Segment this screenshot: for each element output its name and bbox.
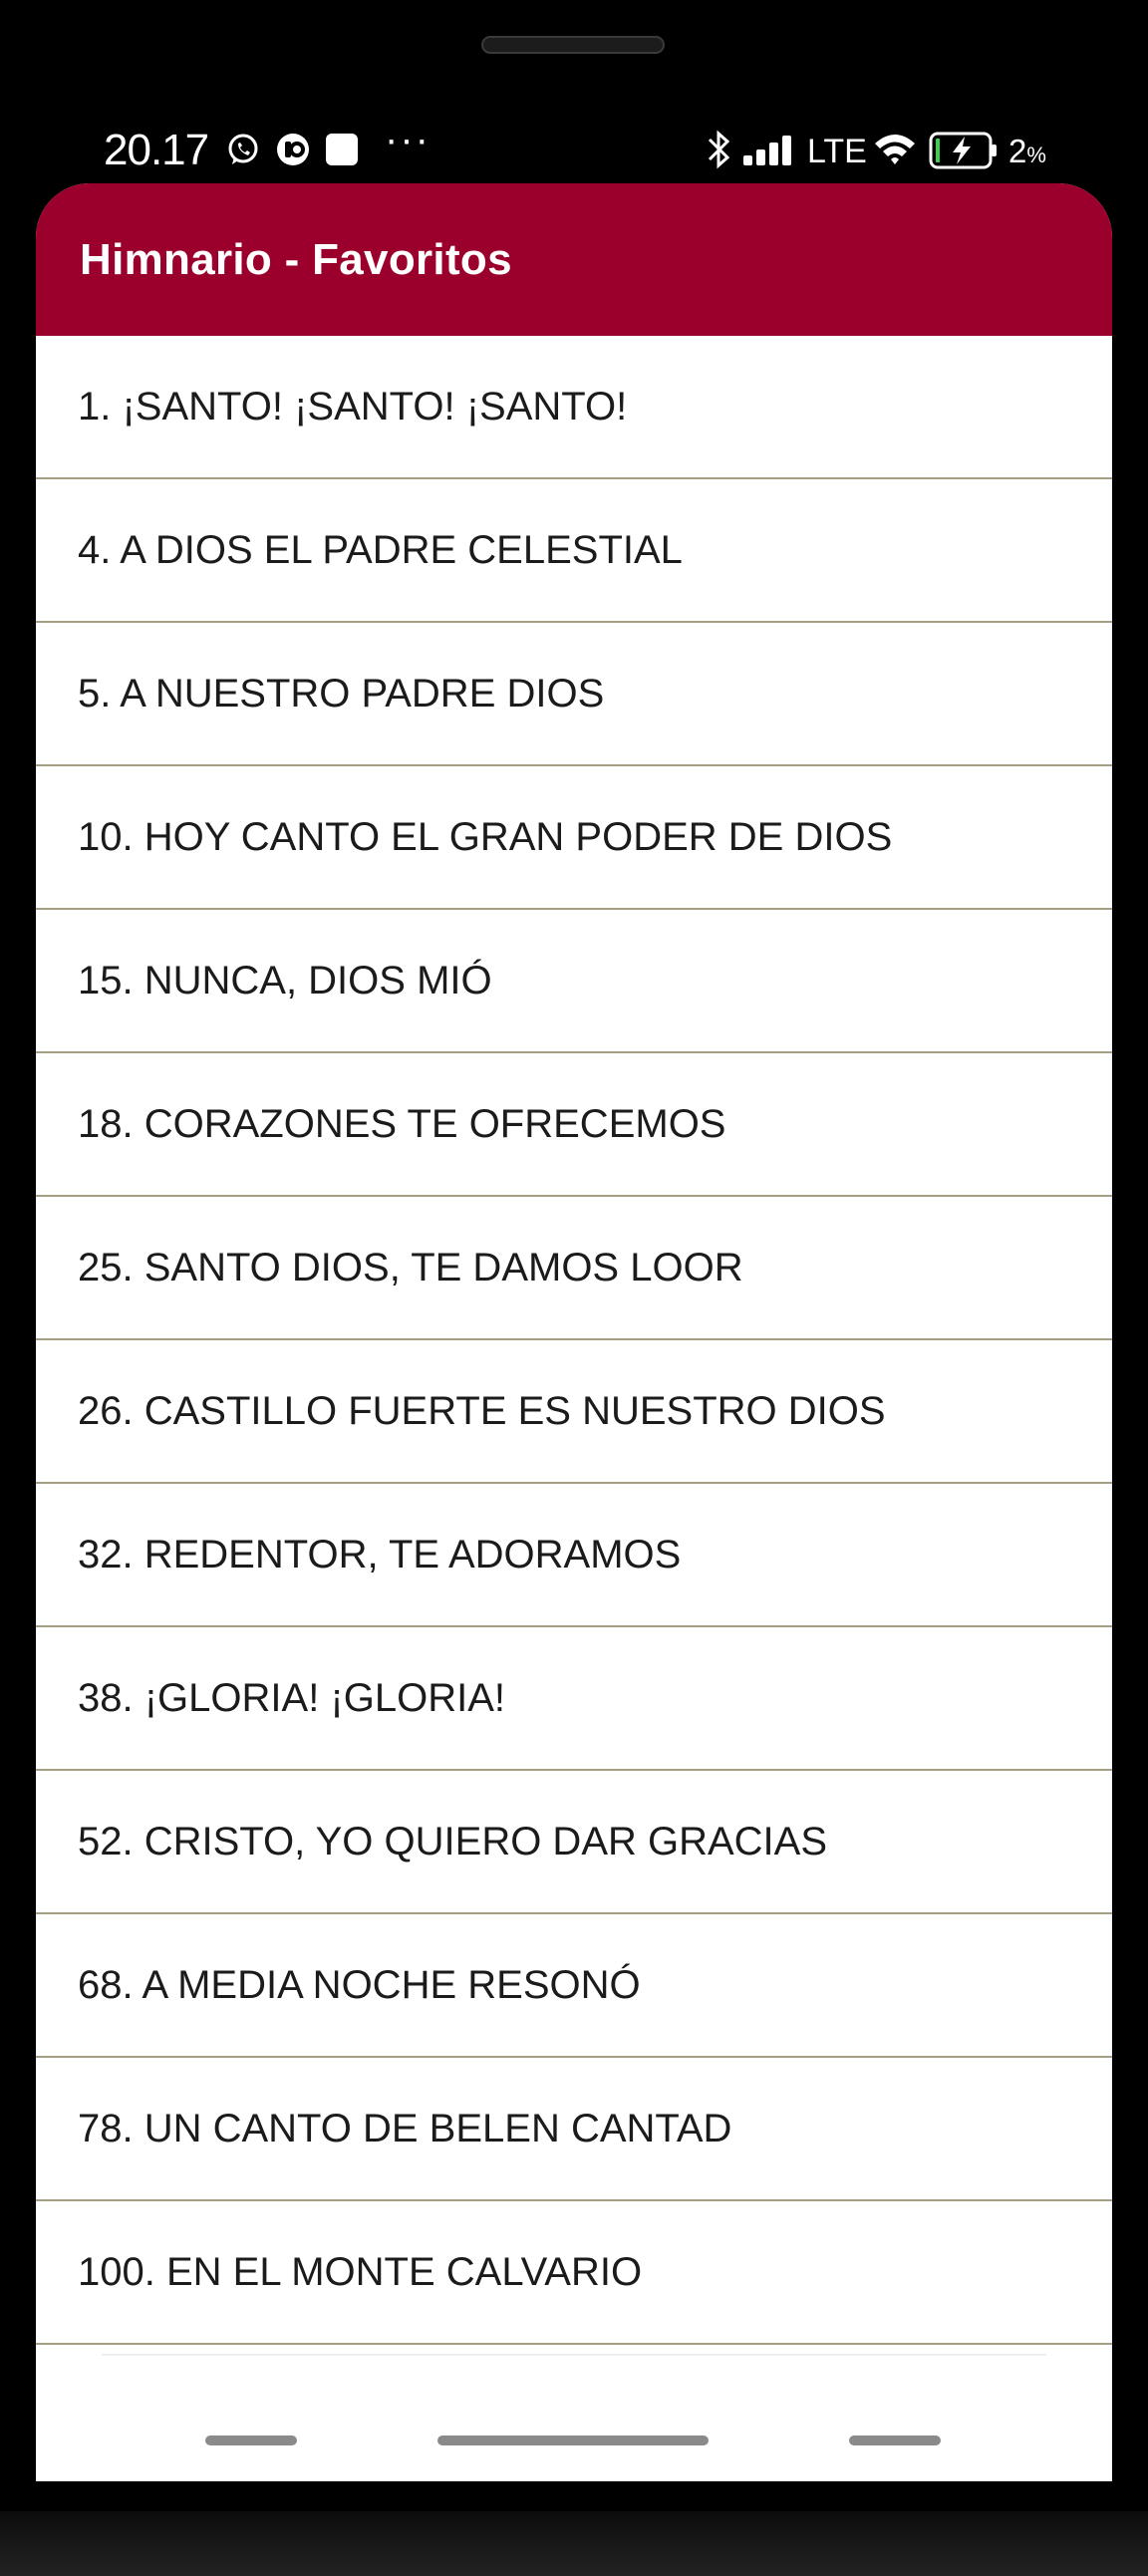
hymn-label: 38. ¡GLORIA! ¡GLORIA! xyxy=(78,1676,506,1720)
battery-percent: 2 xyxy=(1008,133,1027,169)
hymn-label: 5. A NUESTRO PADRE DIOS xyxy=(78,672,605,716)
status-bar xyxy=(0,118,1148,183)
list-divider xyxy=(102,2354,1046,2356)
battery-level xyxy=(1008,134,1046,173)
app-screen xyxy=(36,183,1112,2481)
hymn-label: 78. UN CANTO DE BELEN CANTAD xyxy=(78,2107,732,2150)
hymn-label: 18. CORAZONES TE OFRECEMOS xyxy=(78,1102,726,1146)
list-item[interactable] xyxy=(36,1914,1112,2058)
app-title: Himnario - Favoritos xyxy=(80,235,512,284)
battery-unit: % xyxy=(1026,143,1046,167)
hymn-label: 10. HOY CANTO EL GRAN PODER DE DIOS xyxy=(78,815,893,859)
hymn-label: 25. SANTO DIOS, TE DAMOS LOOR xyxy=(78,1246,743,1289)
list-item[interactable] xyxy=(36,910,1112,1053)
hymn-label: 1. ¡SANTO! ¡SANTO! ¡SANTO! xyxy=(78,385,628,429)
hymn-label: 15. NUNCA, DIOS MIÓ xyxy=(78,959,492,1002)
list-item[interactable] xyxy=(36,336,1112,479)
hymn-label: 52. CRISTO, YO QUIERO DAR GRACIAS xyxy=(78,1820,828,1863)
hymn-label: 26. CASTILLO FUERTE ES NUESTRO DIOS xyxy=(78,1389,886,1433)
status-time: 20.17 xyxy=(104,126,209,174)
recent-apps-icon[interactable] xyxy=(205,2435,297,2445)
phone-frame-bottom xyxy=(0,2511,1148,2576)
list-item[interactable] xyxy=(36,1627,1112,1771)
list-item[interactable] xyxy=(36,1484,1112,1627)
square-notification-icon xyxy=(325,133,359,166)
list-item[interactable] xyxy=(36,1053,1112,1197)
hymn-label: 32. REDENTOR, TE ADORAMOS xyxy=(78,1533,682,1576)
app-notification-icon xyxy=(275,132,311,167)
network-type: LTE xyxy=(807,133,867,170)
list-item[interactable] xyxy=(36,1197,1112,1340)
hymn-label: 68. A MEDIA NOCHE RESONÓ xyxy=(78,1963,641,2007)
favorites-list xyxy=(36,336,1112,2345)
back-icon[interactable] xyxy=(849,2435,941,2445)
hymn-label: 4. A DIOS EL PADRE CELESTIAL xyxy=(78,528,683,572)
list-item[interactable] xyxy=(36,1340,1112,1484)
navigation-bar xyxy=(36,2406,1112,2481)
app-bar xyxy=(36,183,1112,336)
list-item[interactable] xyxy=(36,623,1112,766)
wifi-icon xyxy=(873,132,917,167)
list-item[interactable] xyxy=(36,766,1112,910)
hymn-label: 100. EN EL MONTE CALVARIO xyxy=(78,2250,643,2294)
list-item[interactable] xyxy=(36,2201,1112,2345)
home-icon[interactable] xyxy=(437,2435,709,2445)
list-item[interactable] xyxy=(36,479,1112,623)
phone-speaker xyxy=(481,36,665,54)
list-item[interactable] xyxy=(36,1771,1112,1914)
list-item[interactable] xyxy=(36,2058,1112,2201)
bluetooth-icon xyxy=(706,128,733,171)
signal-icon xyxy=(743,136,799,165)
battery-charging-icon xyxy=(929,132,999,169)
whatsapp-icon xyxy=(225,132,261,167)
more-dots-icon: ··· xyxy=(385,118,430,161)
